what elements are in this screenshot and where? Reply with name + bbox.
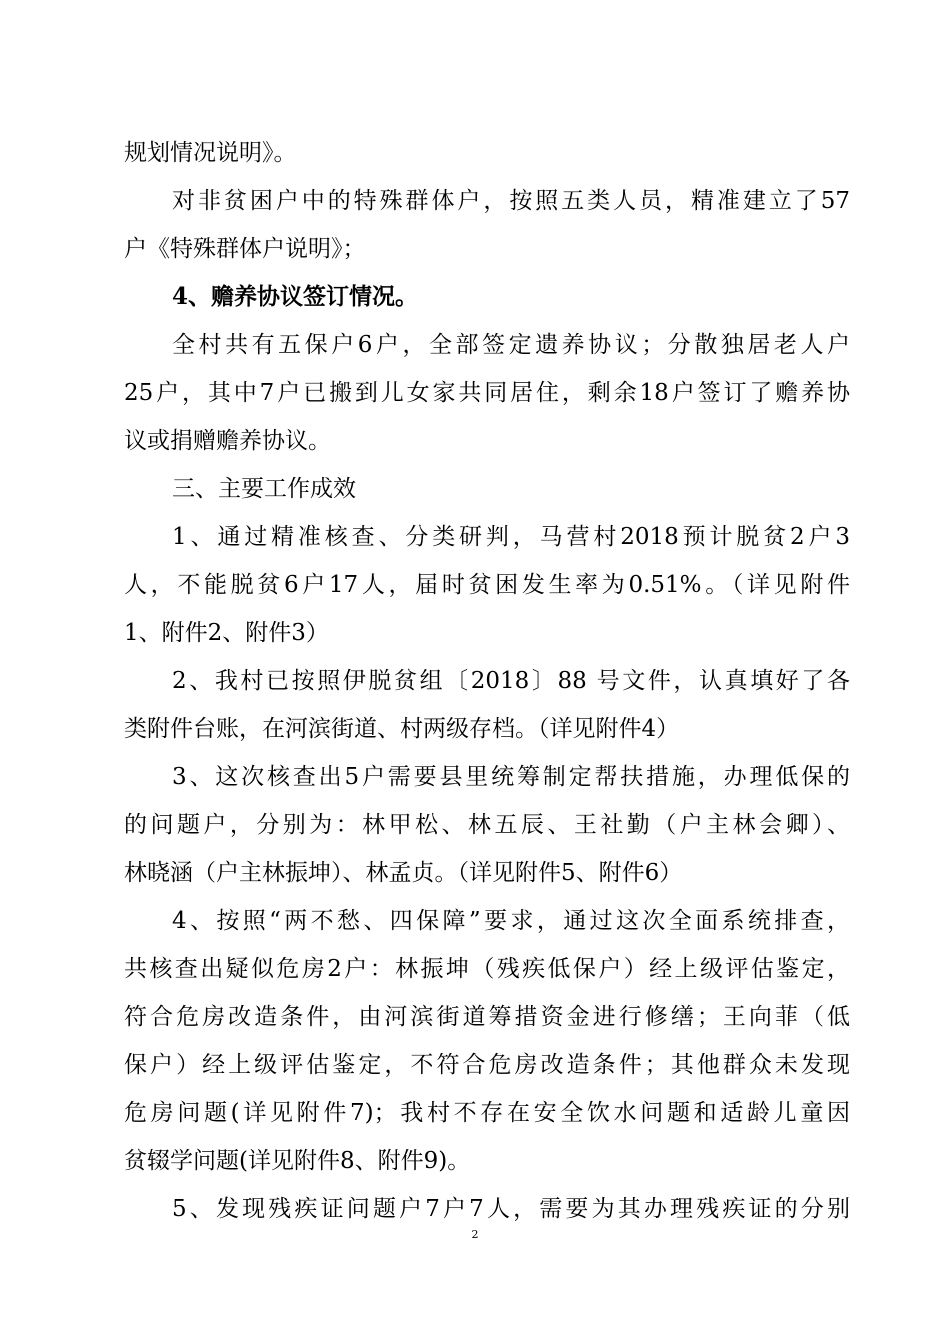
text-line: 25户，其中7户已搬到儿女家共同居住，剩余18户签订了赡养协 bbox=[124, 380, 850, 406]
text-line: 议或捐赠赡养协议。 bbox=[124, 428, 331, 454]
text-line: 共核查出疑似危房2户：林振坤（残疾低保户）经上级评估鉴定， bbox=[124, 956, 850, 982]
text-line: 类附件台账，在河滨街道、村两级存档。（详见附件4） bbox=[124, 716, 680, 742]
section-heading: 4、赡养协议签订情况。 bbox=[172, 283, 419, 310]
page-number: 2 bbox=[471, 1228, 479, 1241]
section-heading: 三、主要工作成效 bbox=[172, 476, 356, 502]
text-line: 保户）经上级评估鉴定，不符合危房改造条件；其他群众未发现 bbox=[124, 1052, 850, 1078]
text-line: 5、发现残疾证问题户7户7人，需要为其办理残疾证的分别 bbox=[172, 1196, 850, 1222]
text-line: 全村共有五保户6户，全部签定遗养协议；分散独居老人户 bbox=[172, 332, 850, 358]
text-line: 贫辍学问题(详见附件8、附件9)。 bbox=[124, 1148, 471, 1174]
text-line: 1、通过精准核查、分类研判，马营村2018预计脱贫2户3 bbox=[172, 524, 850, 550]
text-line: 户《特殊群体户说明》； bbox=[124, 236, 366, 262]
text-line: 2、我村已按照伊脱贫组〔2018〕88 号文件，认真填好了各 bbox=[172, 668, 850, 694]
text-line: 规划情况说明》。 bbox=[124, 140, 297, 166]
text-line: 人，不能脱贫6户17人，届时贫困发生率为0.51%。（详见附件 bbox=[124, 572, 850, 598]
text-line: 的问题户，分别为：林甲松、林五辰、王社勤（户主林会卿）、 bbox=[124, 812, 850, 838]
text-line: 3、这次核查出5户需要县里统筹制定帮扶措施，办理低保的 bbox=[172, 764, 850, 790]
text-line: 对非贫困户中的特殊群体户，按照五类人员，精准建立了57 bbox=[172, 188, 850, 214]
text-line: 林晓涵（户主林振坤）、林孟贞。（详见附件5、附件6） bbox=[124, 860, 683, 886]
text-line: 1、附件2、附件3） bbox=[124, 620, 329, 646]
text-line: 符合危房改造条件，由河滨街道筹措资金进行修缮；王向菲（低 bbox=[124, 1004, 850, 1030]
text-line: 4、按照“两不愁、四保障”要求，通过这次全面系统排查， bbox=[172, 908, 850, 934]
text-line: 危房问题(详见附件7)；我村不存在安全饮水问题和适龄儿童因 bbox=[124, 1100, 850, 1126]
